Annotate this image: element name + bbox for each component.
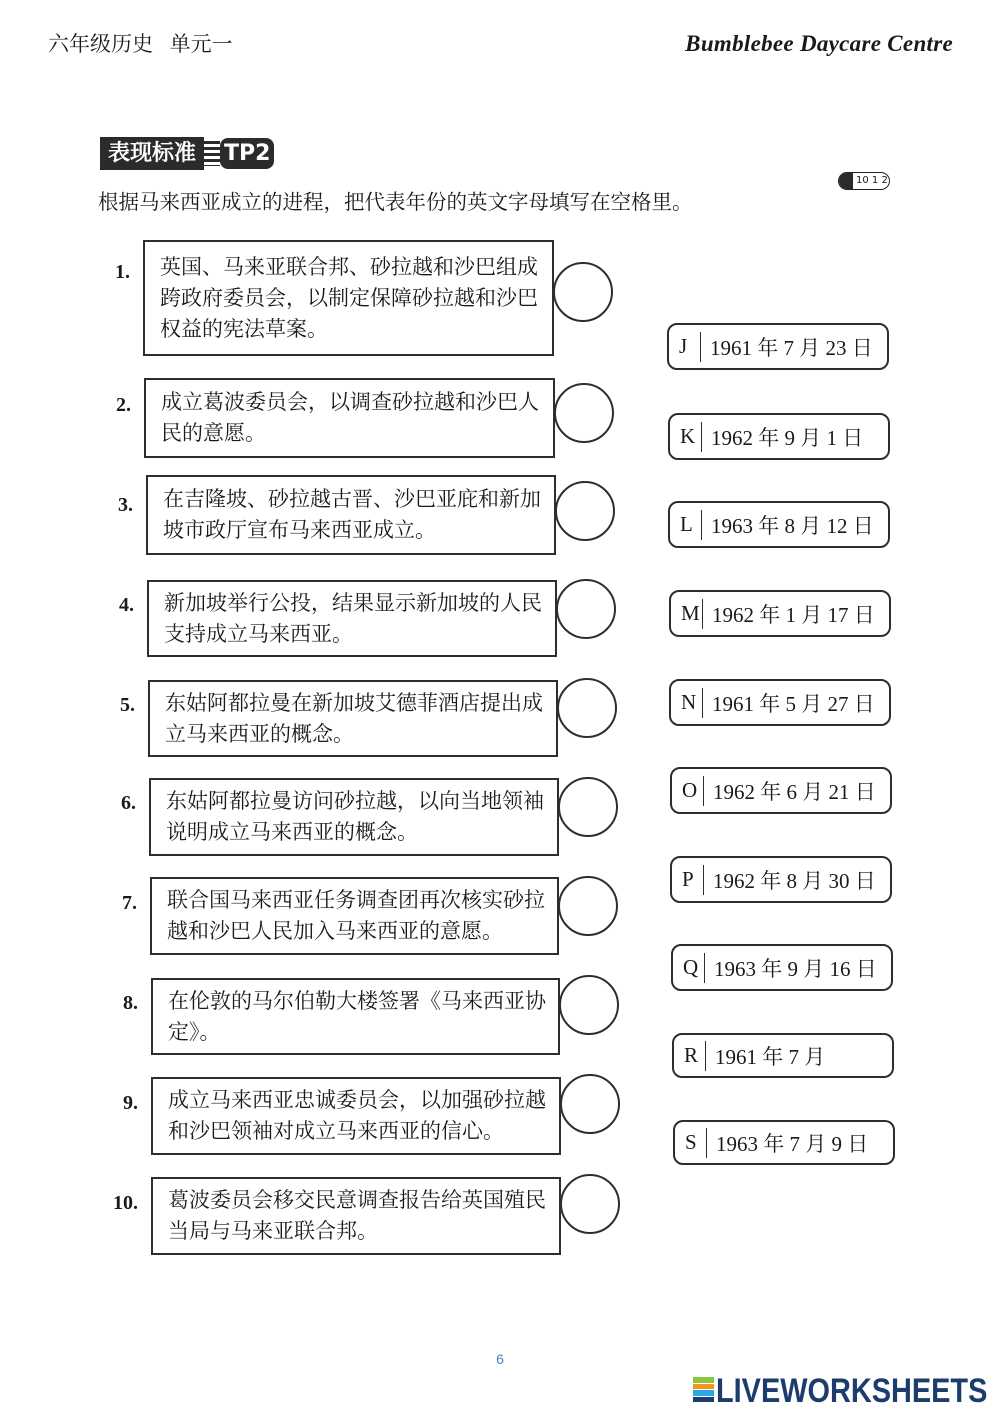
option-q-letter: Q <box>683 955 699 979</box>
question-4-number: 4. <box>119 594 134 616</box>
answer-circle-2[interactable] <box>554 383 614 443</box>
option-s-date: 1963 年 7 月 9 日 <box>716 1131 869 1156</box>
option-n-letter: N <box>681 690 697 714</box>
question-2-line-1: 成立葛波委员会，以调查砂拉越和沙巴人 <box>161 390 539 414</box>
option-r-date: 1961 年 7 月 <box>715 1044 826 1069</box>
question-9-line-1: 成立马来西亚忠诚委员会，以加强砂拉越 <box>168 1088 546 1112</box>
option-k <box>668 413 890 460</box>
option-m-date: 1962 年 1 月 17 日 <box>712 602 875 627</box>
question-1-line-2: 跨政府委员会，以制定保障砂拉越和沙巴 <box>160 285 538 310</box>
option-o-date: 1962 年 6 月 21 日 <box>713 779 876 804</box>
option-q <box>671 944 893 991</box>
question-10-line-2: 当局与马来亚联合邦。 <box>168 1219 378 1243</box>
answer-circle-5[interactable] <box>557 678 617 738</box>
answer-circle-3[interactable] <box>555 481 615 541</box>
question-2-box <box>144 378 555 458</box>
question-3-line-2: 坡市政厅宣布马来西亚成立。 <box>163 518 436 542</box>
question-6-box <box>149 778 559 856</box>
question-1-number: 1. <box>115 261 130 283</box>
option-n-date: 1961 年 5 月 27 日 <box>712 691 875 716</box>
option-p-letter: P <box>682 867 694 891</box>
question-8-number: 8. <box>123 992 138 1014</box>
question-10-line-1: 葛波委员会移交民意调查报告给英国殖民 <box>168 1188 546 1212</box>
option-k-letter: K <box>680 424 696 448</box>
question-5-line-1: 东姑阿都拉曼在新加坡艾德菲酒店提出成 <box>165 690 543 715</box>
standard-code-tag <box>838 172 890 190</box>
header-centre-name: Bumblebee Daycare Centre <box>685 31 953 56</box>
option-s-letter: S <box>685 1130 697 1154</box>
question-1-box <box>143 240 554 356</box>
instruction-text: 根据马来西亚成立的进程，把代表年份的英文字母填写在空格里。 <box>98 190 693 214</box>
question-5-number: 5. <box>120 694 135 716</box>
question-10-box <box>151 1177 561 1255</box>
performance-standard-badge <box>100 137 274 170</box>
question-7-box <box>150 877 559 955</box>
logo-bar-blue <box>693 1390 714 1396</box>
answer-circle-4[interactable] <box>556 579 616 639</box>
answer-circle-6[interactable] <box>558 777 618 837</box>
answer-circle-10[interactable] <box>560 1174 620 1234</box>
logo-bar-orange <box>693 1384 714 1390</box>
badge-stripes-decoration <box>204 141 220 166</box>
option-l-date: 1963 年 8 月 12 日 <box>711 513 874 538</box>
question-6-line-1: 东姑阿都拉曼访问砂拉越，以向当地领袖 <box>166 789 544 813</box>
question-2-number: 2. <box>116 394 131 416</box>
question-3-line-1: 在吉隆坡、砂拉越古晋、沙巴亚庇和新加 <box>163 487 541 511</box>
question-9-number: 9. <box>123 1092 138 1114</box>
question-3-number: 3. <box>118 494 133 516</box>
question-4-line-2: 支持成立马来西亚。 <box>164 621 353 646</box>
answer-circle-7[interactable] <box>558 876 618 936</box>
option-l <box>668 501 890 548</box>
option-j <box>667 323 889 370</box>
answer-circle-9[interactable] <box>560 1074 620 1134</box>
standard-code-icon <box>839 173 853 189</box>
option-r <box>672 1033 894 1078</box>
header-subject-unit: 六年级历史 单元一 <box>48 32 233 56</box>
option-n <box>669 679 891 726</box>
option-p-date: 1962 年 8 月 30 日 <box>713 868 876 893</box>
option-m <box>669 590 891 637</box>
liveworksheets-brand: LIVEWORKSHEETS <box>716 1372 988 1410</box>
question-4-box <box>147 580 557 657</box>
option-j-letter: J <box>679 334 688 358</box>
option-o-letter: O <box>682 778 698 802</box>
logo-bar-navy <box>693 1397 714 1403</box>
question-3-box <box>146 475 556 555</box>
question-7-line-2: 越和沙巴人民加入马来西亚的意愿。 <box>167 919 503 943</box>
question-7-line-1: 联合国马来西亚任务调查团再次核实砂拉 <box>167 888 545 912</box>
page-number: 6 <box>496 1351 504 1367</box>
question-9-line-2: 和沙巴领袖对成立马来西亚的信心。 <box>168 1119 504 1143</box>
logo-bar-green <box>693 1377 714 1383</box>
standard-code-text: 10 1 2 <box>856 175 888 186</box>
question-9-box <box>151 1077 561 1155</box>
badge-level: TP2 <box>220 138 274 169</box>
question-7-number: 7. <box>122 892 137 914</box>
option-o <box>670 767 892 814</box>
question-4-line-1: 新加坡举行公投，结果显示新加坡的人民 <box>164 590 542 615</box>
question-1-line-3: 权益的宪法草案。 <box>160 316 328 341</box>
question-2-line-2: 民的意愿。 <box>161 421 266 445</box>
answer-circle-8[interactable] <box>559 975 619 1035</box>
question-5-line-2: 立马来西亚的概念。 <box>165 721 354 746</box>
question-8-box <box>151 978 560 1055</box>
question-8-line-1: 在伦敦的马尔伯勒大楼签署《马来西亚协 <box>168 988 546 1013</box>
question-6-line-2: 说明成立马来西亚的概念。 <box>166 820 418 844</box>
question-10-number: 10. <box>113 1192 138 1214</box>
option-r-letter: R <box>684 1043 699 1067</box>
option-k-date: 1962 年 9 月 1 日 <box>711 425 864 450</box>
badge-label: 表现标准 <box>100 137 204 170</box>
question-6-number: 6. <box>121 792 136 814</box>
option-p <box>670 856 892 903</box>
option-m-letter: M <box>681 601 700 625</box>
liveworksheets-logo-icon <box>693 1377 714 1403</box>
question-5-box <box>148 680 558 757</box>
option-q-date: 1963 年 9 月 16 日 <box>714 956 877 981</box>
option-j-date: 1961 年 7 月 23 日 <box>710 335 873 360</box>
answer-circle-1[interactable] <box>553 262 613 322</box>
option-s <box>673 1120 895 1165</box>
option-l-letter: L <box>680 512 693 536</box>
question-8-line-2: 定》。 <box>168 1019 221 1044</box>
question-1-line-1: 英国、马来亚联合邦、砂拉越和沙巴组成 <box>160 254 538 279</box>
